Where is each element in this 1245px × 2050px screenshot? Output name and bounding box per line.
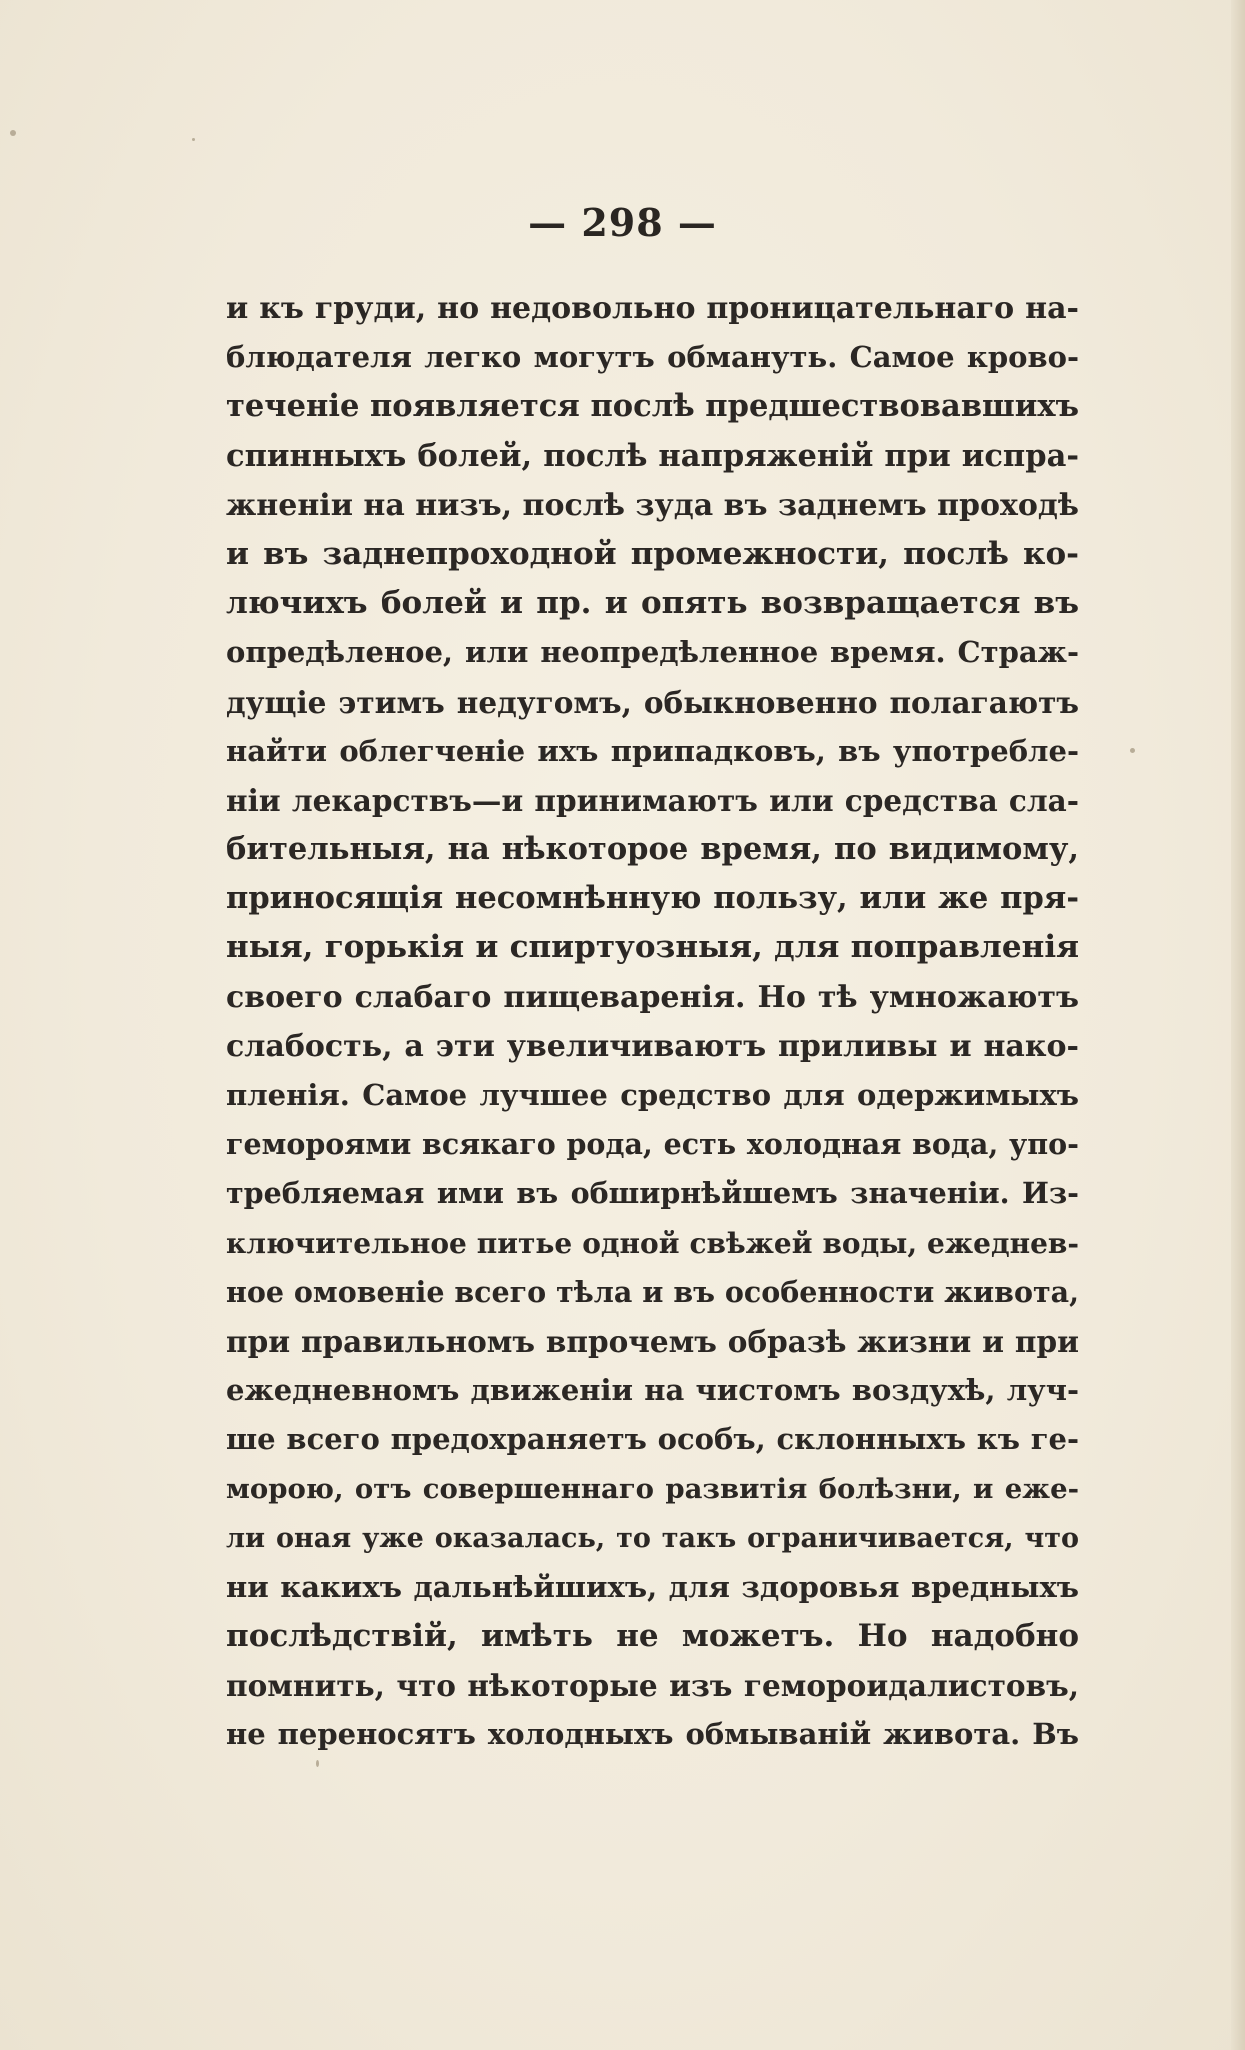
text-line: ключительное питье одной свѣжей воды, ежеднев- (226, 1226, 1079, 1260)
text-line: спинныхъ болей, послѣ напряженій при испра- (226, 437, 1079, 474)
text-line: своего слабаго пищеваренія. Но тѣ умножаютъ (226, 979, 1079, 1015)
text-line: найти облегченіе ихъ припадковъ, въ употребле- (226, 733, 1079, 768)
text-line: лючихъ болей и пр. и опять возвращается въ (226, 585, 1079, 622)
text-line: пленія. Самое лучшее средство для одержимыхъ (226, 1078, 1079, 1112)
text-line: ше всего предохраняетъ особъ, склонныхъ къ ге- (226, 1422, 1079, 1457)
text-line: и въ заднепроходной промежности, послѣ ко- (226, 535, 1079, 572)
text-line: жненіи на низъ, послѣ зуда въ заднемъ проходѣ (226, 487, 1080, 523)
text-line: помнить, что нѣкоторые изъ гемороидалистовъ, (226, 1668, 1079, 1704)
text-line: и къ груди, но недовольно проницательнаго на- (226, 291, 1079, 326)
text-line: ни какихъ дальнѣйшихъ, для здоровья вредныхъ (226, 1569, 1079, 1604)
paper-speck (192, 138, 195, 141)
text-line: послѣдствій, имѣть не можетъ. Но надобно (226, 1618, 1079, 1655)
text-line: слабость, а эти увеличиваютъ приливы и нако- (226, 1028, 1079, 1064)
paper-speck (316, 1760, 319, 1767)
text-line: гемороями всякаго рода, есть холодная вода, упо- (226, 1127, 1079, 1162)
text-line: ли оная уже оказалась, то такъ ограничивается, что (226, 1522, 1079, 1554)
text-line: ніи лекарствъ—и принимаютъ или средства сла- (226, 782, 1079, 818)
paper-speck (1130, 748, 1135, 753)
text-line: при правильномъ впрочемъ образѣ жизни и при (226, 1323, 1079, 1359)
text-line: ныя, горькія и спиртуозныя, для поправленія (226, 929, 1079, 966)
text-line: ежедневномъ движеніи на чистомъ воздухѣ, луч- (226, 1373, 1079, 1408)
text-line: не переносятъ холодныхъ обмываній живота. Въ (226, 1717, 1079, 1752)
text-line: приносящія несомнѣнную пользу, или же пря- (226, 880, 1079, 917)
text-line: опредѣленое, или неопредѣленное время. Страж- (226, 635, 1079, 670)
paper-speck (10, 130, 16, 136)
text-line: бительныя, на нѣкоторое время, по видимому, (226, 831, 1079, 868)
text-line: морою, отъ совершеннаго развитія болѣзни, и еже- (226, 1472, 1079, 1505)
page-edge (1231, 0, 1245, 2050)
text-line: требляемая ими въ обширнѣйшемъ значеніи. Из- (226, 1176, 1079, 1211)
text-line: дущіе этимъ недугомъ, обыкновенно полагаютъ (226, 684, 1079, 720)
text-line: теченіе появляется послѣ предшествовавшихъ (226, 388, 1079, 425)
body-text (226, 284, 1079, 1760)
text-line: блюдателя легко могутъ обмануть. Самое крово- (226, 340, 1079, 375)
text-line: ное омовеніе всего тѣла и въ особенности живота, (226, 1274, 1079, 1309)
page-number: — 298 — (528, 200, 717, 245)
